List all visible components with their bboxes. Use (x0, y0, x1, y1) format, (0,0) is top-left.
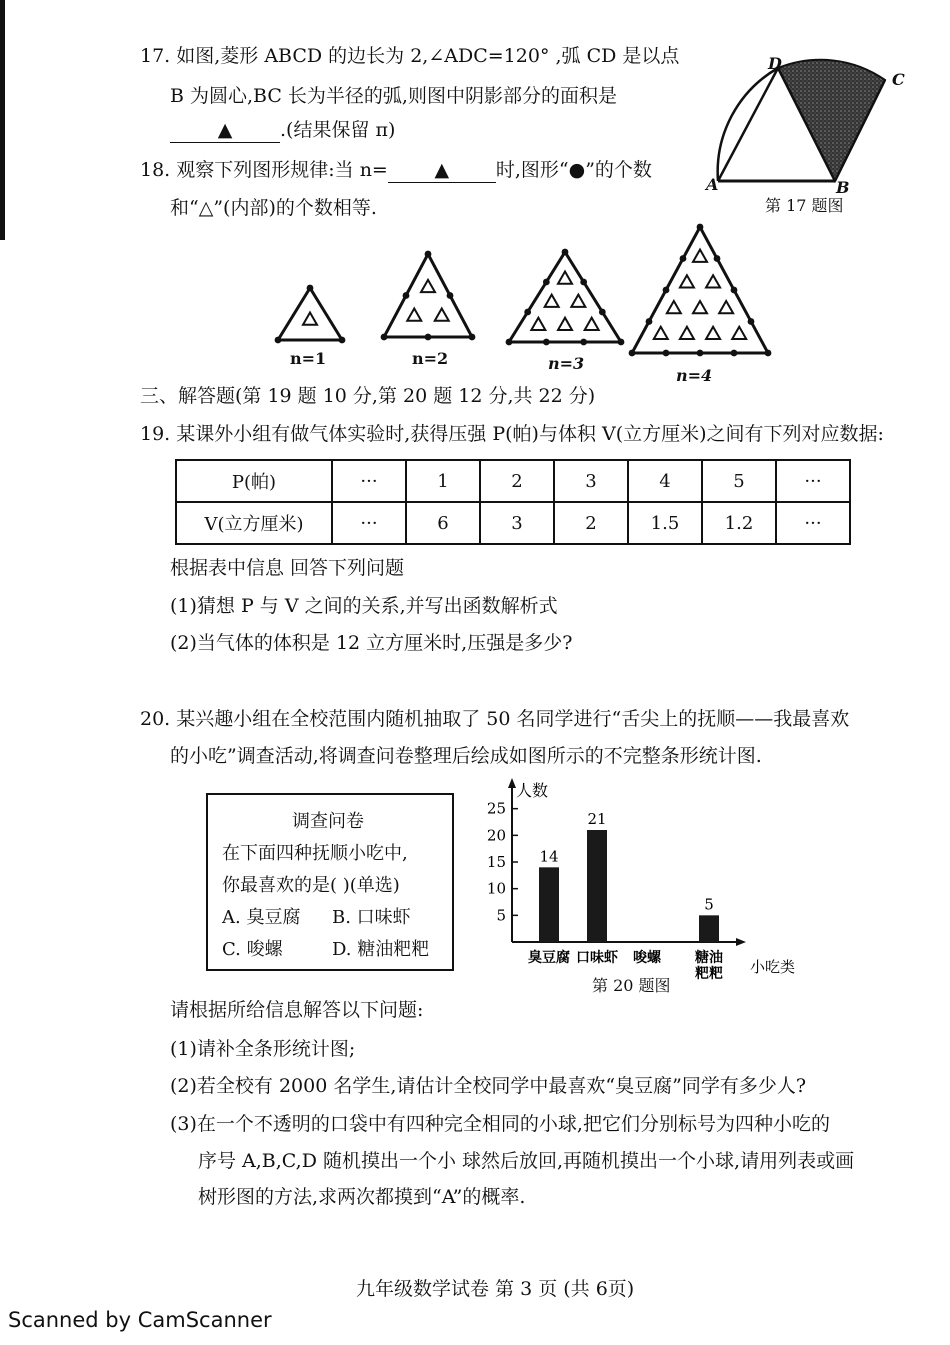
q20-sub3-line2: 序号 A,B,C,D 随机摸出一个小 球然后放回,再随机摸出一个小球,请用列表或画 (198, 1150, 855, 1172)
questionnaire-option-b: B. 口味虾 (332, 907, 411, 928)
dot-point (748, 318, 755, 325)
q18-label-n3: n=3 (548, 354, 585, 373)
q17-line1: 17. 如图,菱形 ABCD 的边长为 2,∠ADC=120° ,弧 CD 是以点 (140, 45, 680, 67)
dot-point (425, 251, 432, 258)
dot-point (469, 334, 476, 341)
page-footer: 九年级数学试卷 第 3 页 (共 6页) (356, 1278, 635, 1300)
q20-sub1: (1)请补全条形统计图; (170, 1038, 356, 1060)
inner-triangle (531, 318, 545, 330)
q17-line3-suffix: .(结果保留 π) (280, 119, 396, 141)
table-cell: 1.5 (628, 502, 702, 544)
inner-triangle (693, 301, 707, 313)
table-cell: 1 (406, 460, 480, 502)
dot-point (543, 279, 550, 286)
q17-answer-blank: ▲ (170, 118, 280, 143)
inner-triangle (680, 275, 694, 287)
y-tick-label: 10 (486, 879, 506, 898)
q18-answer-blank: ▲ (388, 158, 496, 183)
inner-triangle (303, 312, 317, 324)
inner-triangle (421, 280, 435, 292)
dot-point (506, 339, 513, 346)
outer-triangle (509, 252, 621, 342)
table-cell: V(立方厘米) (176, 502, 332, 544)
table-cell: P(帕) (176, 460, 332, 502)
q17-label-b: B (836, 178, 850, 197)
dot-point (680, 255, 687, 262)
dot-point (425, 334, 432, 341)
inner-triangle (706, 327, 720, 339)
dot-point (275, 337, 282, 344)
y-axis-label: 人数 (516, 781, 549, 800)
q19-sub2: (2)当气体的体积是 12 立方厘米时,压强是多少? (170, 632, 573, 654)
q20-line2: 的小吃”调查活动,将调查问卷整理后绘成如图所示的不完整条形统计图. (170, 745, 762, 767)
inner-triangle (435, 309, 449, 321)
q18-label-n1: n=1 (290, 349, 327, 368)
dot-point (447, 292, 454, 299)
dot-point (580, 279, 587, 286)
q20-line1: 20. 某兴趣小组在全校范围内随机抽取了 50 名同学进行“舌尖上的抚顺——我最喜欢 (140, 708, 850, 730)
q20-sub3-line3: 树形图的方法,求两次都摸到“A”的概率. (198, 1186, 526, 1208)
q17-label-c: C (892, 70, 905, 89)
table-row (176, 502, 850, 544)
q17-line2: B 为圆心,BC 长为半径的弧,则图中阴影部分的面积是 (170, 85, 617, 107)
x-category-label: 臭豆腐 (528, 950, 570, 966)
table-row (176, 460, 850, 502)
dot-point (697, 350, 704, 357)
dot-point (618, 339, 625, 346)
inner-triangle (719, 301, 733, 313)
dot-point (646, 318, 653, 325)
x-category-label: 口味虾 (576, 950, 618, 966)
questionnaire-option-c: C. 唆螺 (222, 939, 283, 960)
q18-line2: 和“△”(内部)的个数相等. (170, 197, 377, 219)
bar (587, 830, 607, 942)
q18-line1-prefix: 18. 观察下列图形规律:当 n= (140, 159, 388, 181)
q17-figure-caption: 第 17 题图 (765, 196, 844, 215)
triangle-figure-n4 (629, 224, 772, 357)
outer-triangle (632, 227, 768, 353)
table-cell: ··· (776, 502, 850, 544)
table-cell: 3 (554, 460, 628, 502)
dot-point (663, 350, 670, 357)
questionnaire-line2: 你最喜欢的是( )(单选) (222, 875, 400, 896)
outer-triangle (384, 254, 472, 337)
dot-point (381, 334, 388, 341)
data-label: 21 (587, 810, 607, 828)
bar (699, 915, 719, 942)
table-cell: 6 (406, 502, 480, 544)
inner-triangle (667, 301, 681, 313)
triangle-figure-n3 (506, 249, 625, 346)
x-category-label: 唆螺 (633, 950, 661, 966)
dot-point (731, 350, 738, 357)
dot-point (307, 285, 314, 292)
triangle-figure-n2 (381, 251, 476, 341)
q20-sub3-line1: (3)在一个不透明的口袋中有四种完全相同的小球,把它们分别标号为四种小吃的 (170, 1113, 830, 1135)
inner-triangle (571, 295, 585, 307)
data-label: 5 (704, 895, 714, 914)
table-cell: 2 (554, 502, 628, 544)
q20-figure-caption: 第 20 题图 (592, 976, 671, 995)
q18-label-n4: n=4 (676, 366, 713, 385)
dot-point (599, 309, 606, 316)
table-cell: ··· (332, 502, 406, 544)
inner-triangle (545, 295, 559, 307)
dot-point (697, 224, 704, 231)
table-cell: 3 (480, 502, 554, 544)
dot-point (731, 287, 738, 294)
scanner-watermark: Scanned by CamScanner (8, 1308, 272, 1332)
inner-triangle (407, 309, 421, 321)
table-cell: ··· (776, 460, 850, 502)
inner-triangle (558, 318, 572, 330)
dot-point (714, 255, 721, 262)
dot-point (562, 249, 569, 256)
q20-bar-chart (470, 776, 810, 996)
dot-point (629, 350, 636, 357)
x-category-label: 糖油 (695, 950, 723, 966)
y-tick-label: 20 (486, 826, 506, 845)
q18-pattern-figures (0, 0, 950, 400)
data-label: 14 (539, 847, 559, 866)
bar (539, 867, 559, 942)
y-tick-label: 15 (486, 853, 506, 871)
x-axis-arrow (736, 938, 746, 946)
table-cell: ··· (332, 460, 406, 502)
q20-intro: 请根据所给信息解答以下问题: (170, 999, 424, 1021)
table-cell: 1.2 (702, 502, 776, 544)
q19-data-table (175, 459, 851, 545)
table-cell: 2 (480, 460, 554, 502)
dot-point (524, 309, 531, 316)
q17-label-a: A (706, 175, 719, 194)
y-tick-label: 5 (496, 906, 506, 925)
x-axis-label: 小吃类 (750, 958, 796, 976)
y-axis-arrow (508, 778, 516, 788)
dot-point (580, 339, 587, 346)
inner-triangle (680, 327, 694, 339)
inner-triangle (558, 272, 572, 284)
dot-point (403, 292, 410, 299)
dot-point (339, 337, 346, 344)
inner-triangle (706, 275, 720, 287)
questionnaire-title: 调查问卷 (292, 811, 364, 832)
dot-point (765, 350, 772, 357)
q17-label-d: D (768, 54, 782, 73)
q18-label-n2: n=2 (412, 349, 449, 368)
inner-triangle (693, 250, 707, 262)
questionnaire-line1: 在下面四种抚顺小吃中, (222, 843, 408, 864)
q18-line1-suffix: 时,图形“●”的个数 (495, 159, 652, 181)
triangle-figure-n1 (275, 285, 346, 344)
inner-triangle (654, 327, 668, 339)
questionnaire-box (206, 793, 454, 971)
q19-line1: 19. 某课外小组有做气体实验时,获得压强 P(帕)与体积 V(立方厘米)之间有下列对应数据: (140, 423, 884, 445)
q19-sub1: (1)猜想 P 与 V 之间的关系,并写出函数解析式 (170, 595, 558, 617)
inner-triangle (585, 318, 599, 330)
table-cell: 5 (702, 460, 776, 502)
table-cell: 4 (628, 460, 702, 502)
section3-heading: 三、解答题(第 19 题 10 分,第 20 题 12 分,共 22 分) (140, 385, 596, 407)
inner-triangle (732, 327, 746, 339)
dot-point (663, 287, 670, 294)
q20-sub2: (2)若全校有 2000 名学生,请估计全校同学中最喜欢“臭豆腐”同学有多少人? (170, 1075, 807, 1097)
dot-point (543, 339, 550, 346)
questionnaire-option-d: D. 糖油粑粑 (332, 939, 430, 960)
q19-intro: 根据表中信息 回答下列问题 (170, 557, 405, 579)
x-category-label: 粑粑 (695, 966, 723, 982)
questionnaire-option-a: A. 臭豆腐 (222, 907, 301, 928)
y-tick-label: 25 (486, 799, 506, 818)
